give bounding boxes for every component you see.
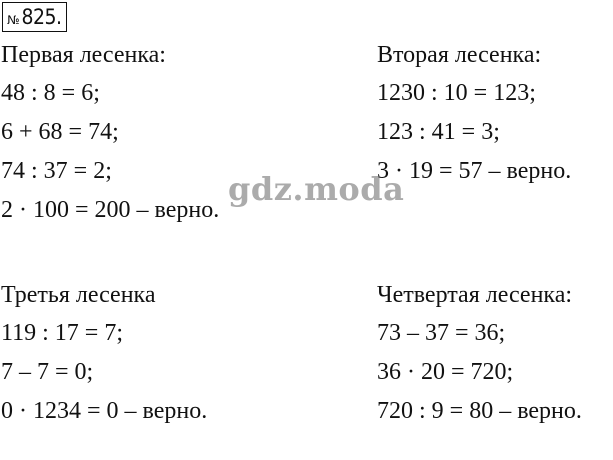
equation-line: 73 – 37 = 36; — [377, 320, 506, 346]
task-number-box — [2, 2, 67, 32]
equation-line: 7 – 7 = 0; — [1, 359, 94, 385]
ladder-title: Вторая лесенка: — [377, 42, 542, 68]
equation-line: 0 · 1234 = 0 – верно. — [1, 398, 208, 424]
number-sign: № — [7, 13, 20, 27]
watermark: gdz.moda — [228, 170, 405, 208]
equation-line: 6 + 68 = 74; — [1, 119, 119, 145]
ladder-second — [377, 40, 571, 186]
task-number: 825. — [21, 5, 62, 29]
ladder-fourth — [377, 280, 582, 426]
ladder-title: Четвертая лесенка: — [377, 282, 573, 308]
equation-line: 36 · 20 = 720; — [377, 359, 514, 385]
equation-line: 1230 : 10 = 123; — [377, 80, 536, 106]
equation-line: 119 : 17 = 7; — [1, 320, 123, 346]
equation-line: 74 : 37 = 2; — [1, 158, 112, 184]
ladder-title: Первая лесенка: — [1, 42, 166, 68]
ladder-third — [1, 280, 207, 426]
equation-line: 720 : 9 = 80 – верно. — [377, 398, 582, 424]
equation-line: 48 : 8 = 6; — [1, 80, 100, 106]
ladder-first — [1, 40, 219, 225]
equation-line: 123 : 41 = 3; — [377, 119, 500, 145]
ladder-title: Третья лесенка — [1, 282, 156, 308]
equation-line: 3 · 19 = 57 – верно. — [377, 158, 572, 184]
equation-line: 2 · 100 = 200 – верно. — [1, 197, 220, 223]
